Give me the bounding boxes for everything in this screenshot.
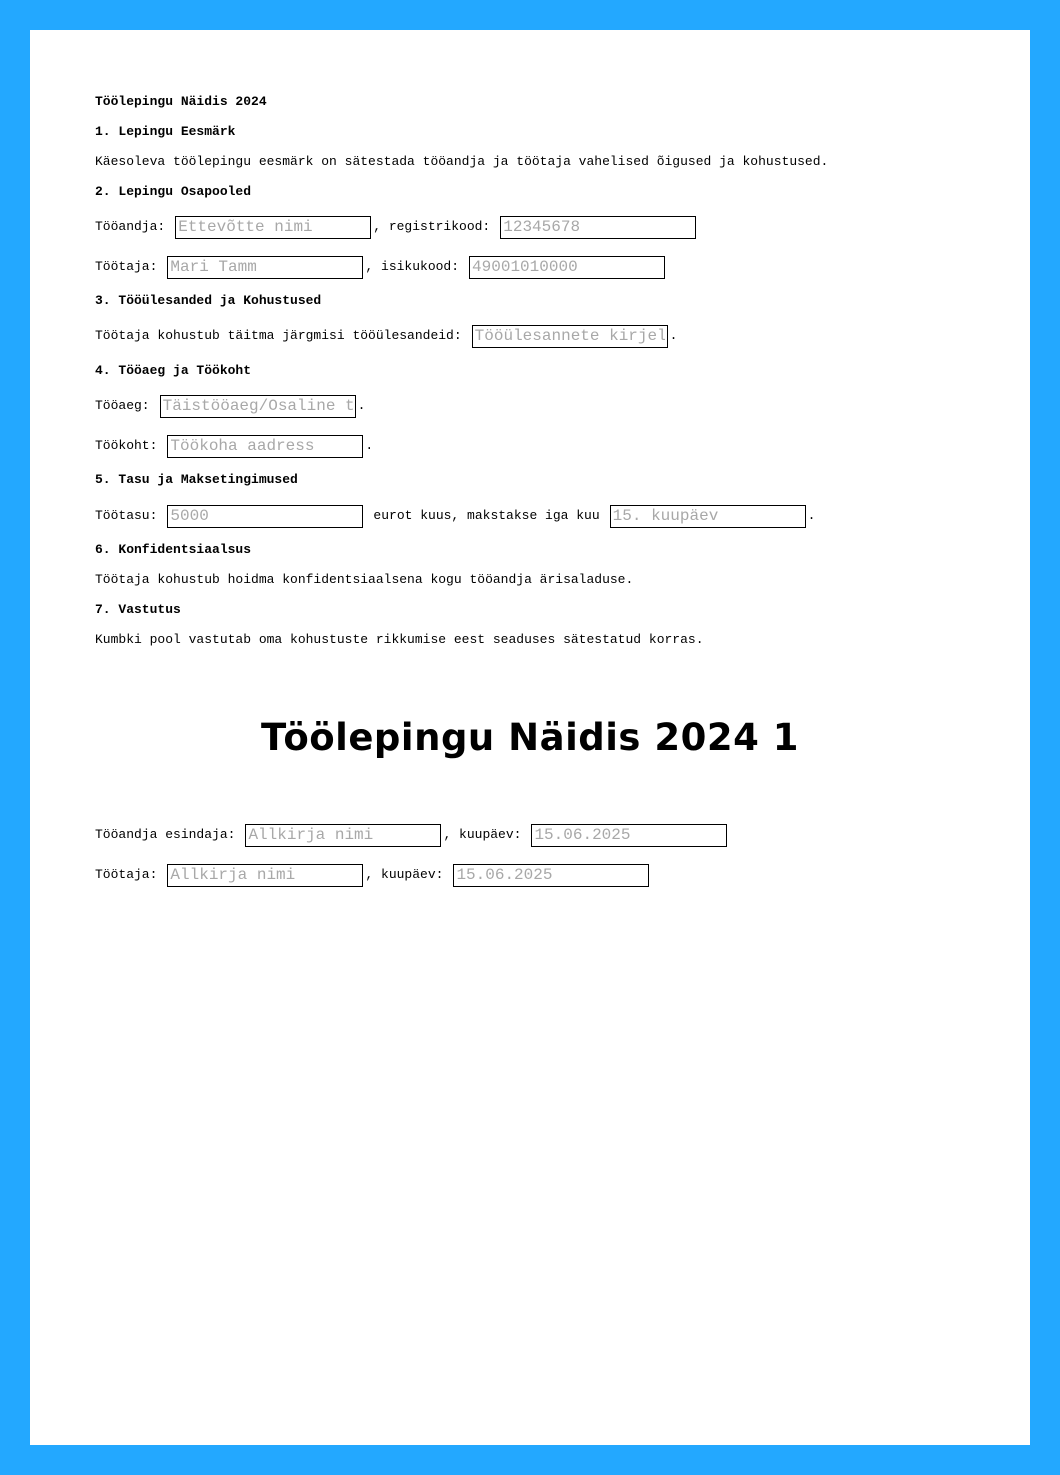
worktime-label: Tööaeg:	[95, 398, 150, 413]
workplace-row	[95, 434, 373, 458]
employee-label: Töötaja:	[95, 259, 158, 274]
employer-signature-row	[95, 823, 729, 847]
employer-row	[95, 215, 698, 239]
employee-signature-row	[95, 863, 651, 887]
employer-rep-label: Tööandja esindaja:	[95, 827, 236, 842]
section-2-heading: 2. Lepingu Osapooled	[95, 184, 252, 199]
worktime-end: .	[357, 398, 366, 413]
duties-row	[95, 324, 677, 348]
workplace-label: Töökoht:	[95, 438, 158, 453]
section-1-text: Käesoleva töölepingu eesmärk on sätestada tööandja ja töötaja vahelised õigused ja kohustused.	[95, 154, 829, 169]
section-7-heading: 7. Vastutus	[95, 602, 181, 617]
employer-date-label: , kuupäev:	[443, 827, 522, 842]
regcode-label: , registrikood:	[373, 219, 491, 234]
document-page	[30, 30, 1030, 1445]
salary-row	[95, 504, 815, 528]
salary-end: .	[807, 508, 816, 523]
workplace-end: .	[365, 438, 374, 453]
employee-name-input[interactable]	[167, 256, 363, 279]
regcode-input[interactable]	[500, 216, 696, 239]
section-3-heading: 3. Tööülesanded ja Kohustused	[95, 293, 322, 308]
employer-name-input[interactable]	[175, 216, 371, 239]
duties-end: .	[669, 328, 678, 343]
employer-date-input[interactable]	[531, 824, 727, 847]
document-title: Töölepingu Näidis 2024	[95, 94, 267, 109]
worktime-row	[95, 394, 365, 418]
employee-signature-input[interactable]	[167, 864, 363, 887]
employer-label: Tööandja:	[95, 219, 166, 234]
employer-signature-input[interactable]	[245, 824, 441, 847]
idcode-label: , isikukood:	[365, 259, 460, 274]
employee-date-input[interactable]	[453, 864, 649, 887]
salary-label: Töötasu:	[95, 508, 158, 523]
employee-sign-label: Töötaja:	[95, 867, 158, 882]
worktime-input[interactable]	[160, 395, 356, 418]
idcode-input[interactable]	[469, 256, 665, 279]
section-6-heading: 6. Konfidentsiaalsus	[95, 542, 252, 557]
employee-date-label: , kuupäev:	[365, 867, 444, 882]
salary-input[interactable]	[167, 505, 363, 528]
section-7-text: Kumbki pool vastutab oma kohustuste rikkumise eest seaduses sätestatud korras.	[95, 632, 704, 647]
section-6-text: Töötaja kohustub hoidma konfidentsiaalsena kogu tööandja ärisaladuse.	[95, 572, 634, 587]
workplace-input[interactable]	[167, 435, 363, 458]
section-5-heading: 5. Tasu ja Maksetingimused	[95, 472, 298, 487]
duties-label: Töötaja kohustub täitma järgmisi tööülesandeid:	[95, 328, 462, 343]
section-4-heading: 4. Tööaeg ja Töökoht	[95, 363, 252, 378]
document-stamp-title: Töölepingu Näidis 2024 1	[261, 716, 799, 759]
salary-middle-text: eurot kuus, makstakse iga kuu	[373, 508, 600, 523]
duties-input[interactable]	[472, 325, 668, 348]
section-1-heading: 1. Lepingu Eesmärk	[95, 124, 236, 139]
employee-row	[95, 255, 667, 279]
payday-input[interactable]	[610, 505, 806, 528]
